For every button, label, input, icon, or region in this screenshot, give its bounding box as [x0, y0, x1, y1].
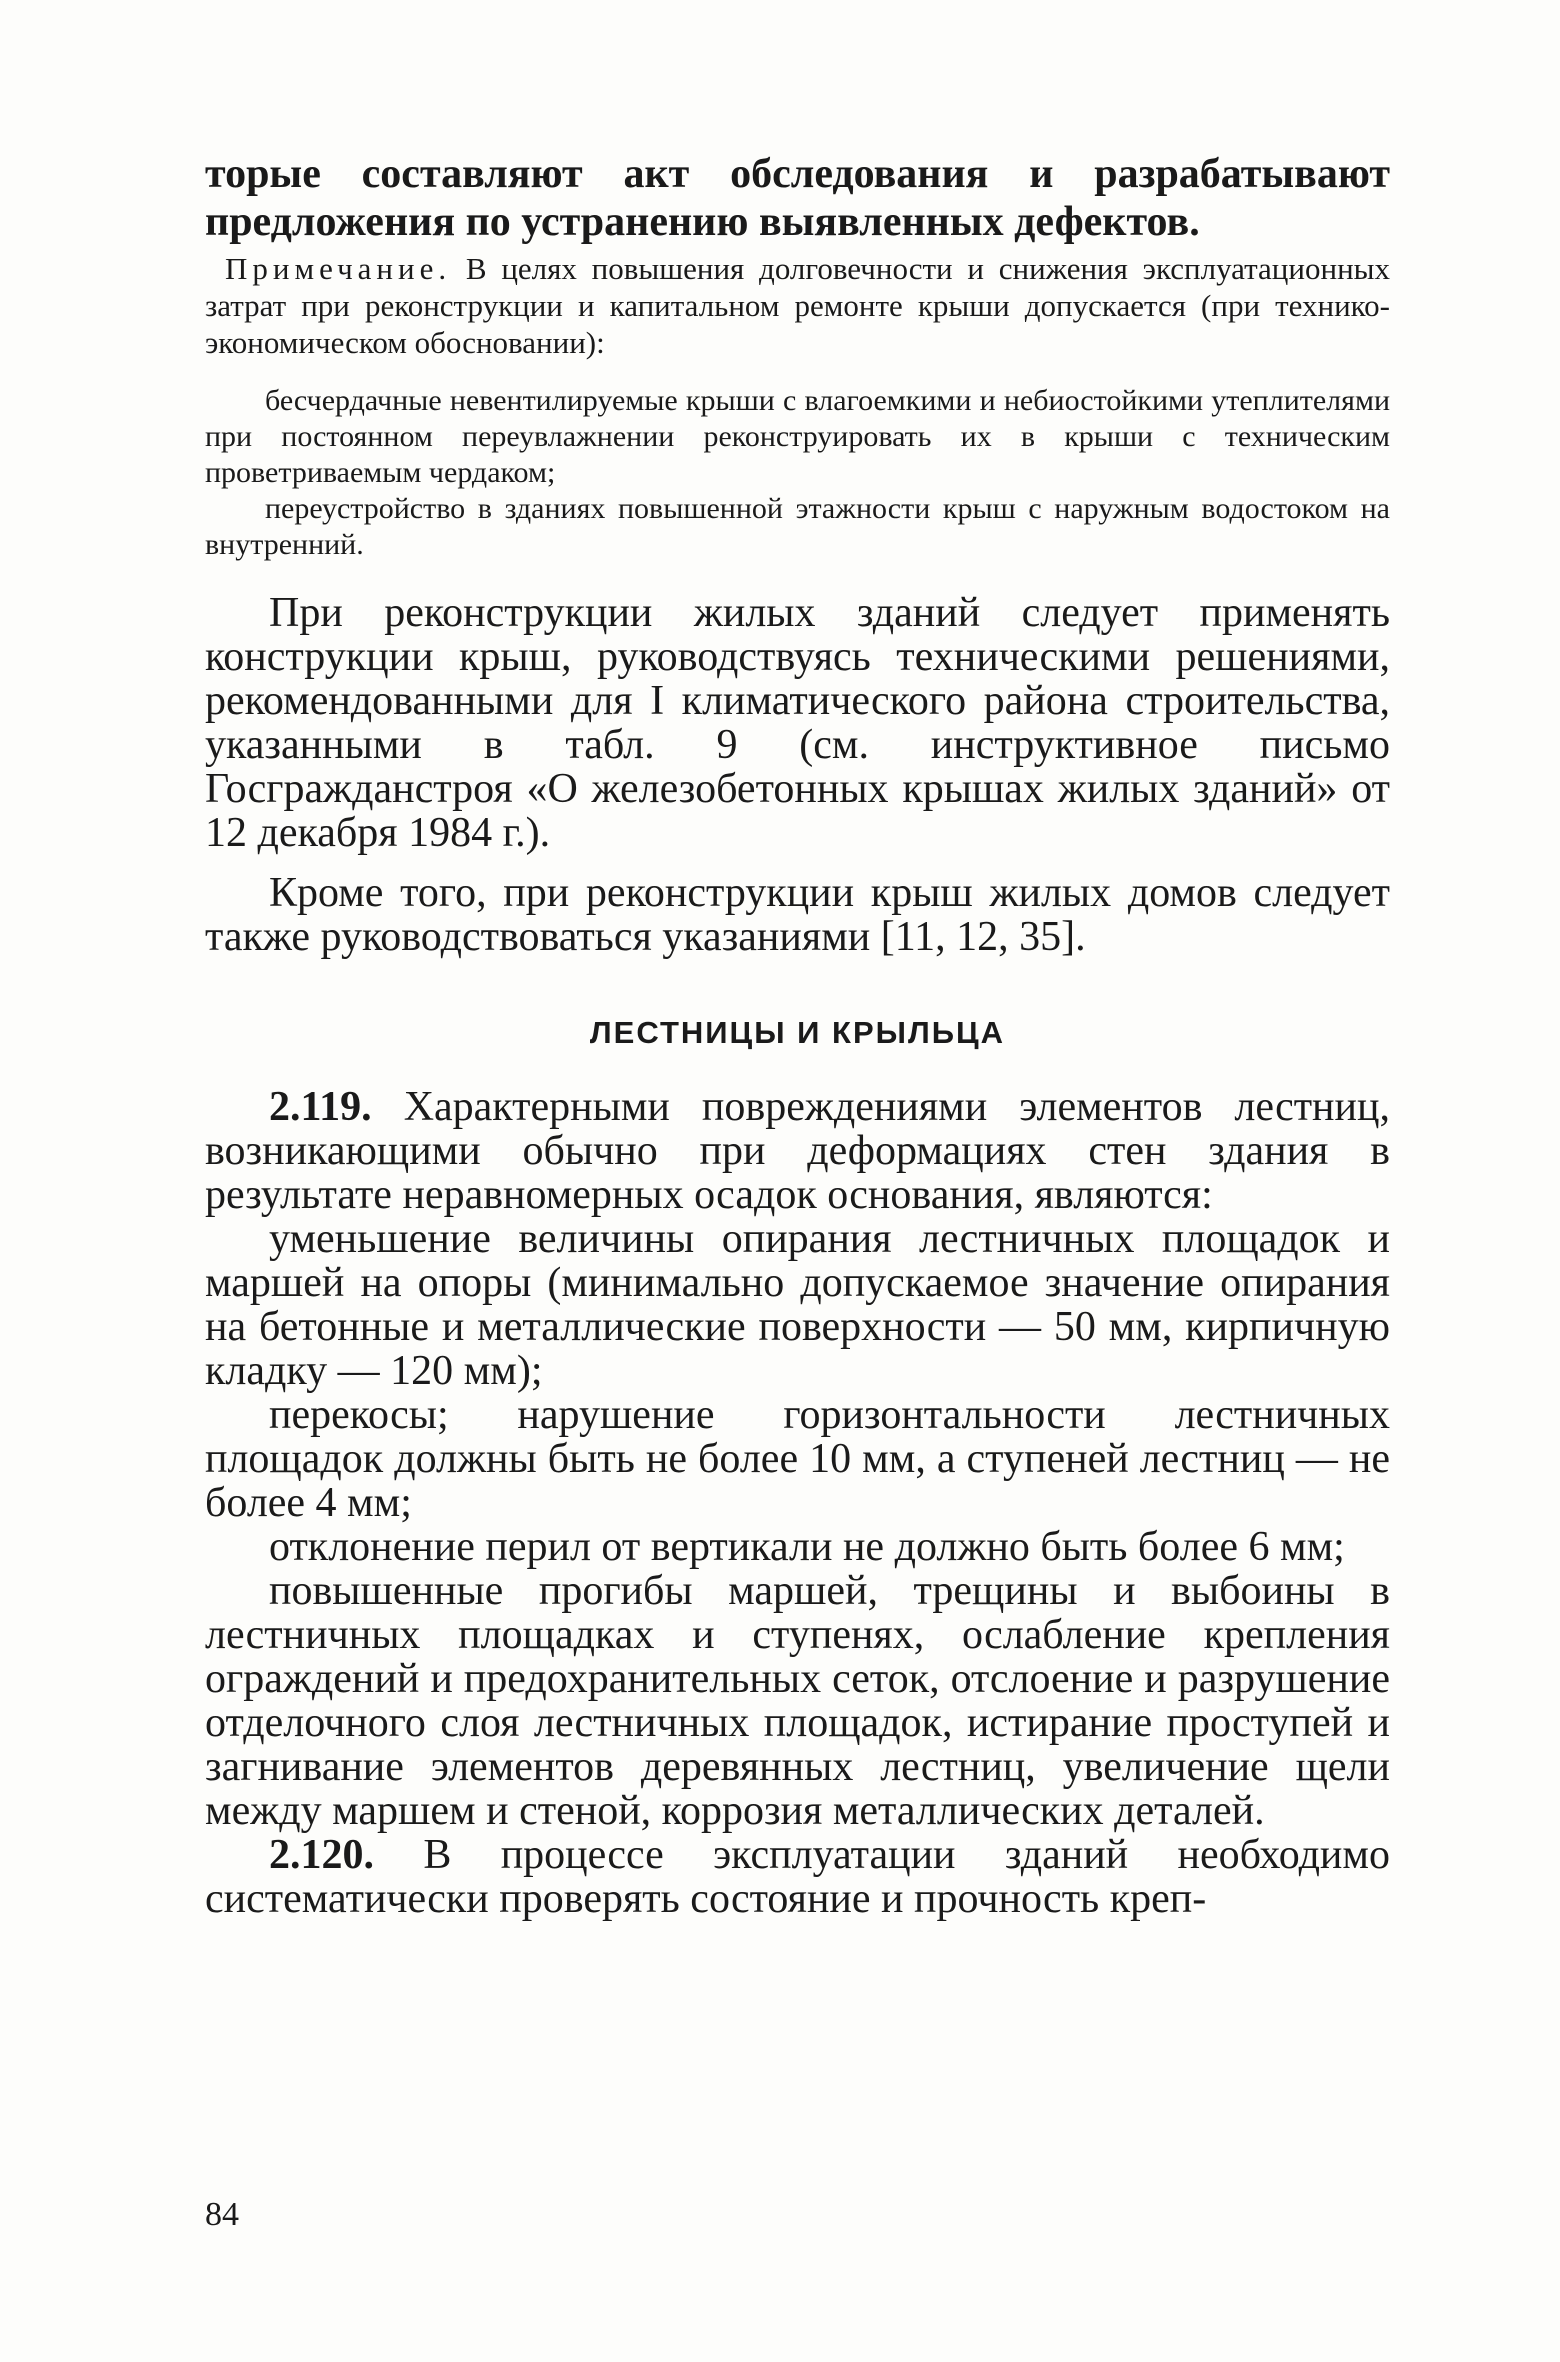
paragraph-2-119 — [205, 1085, 1390, 1217]
page-number: 84 — [205, 2196, 239, 2233]
paragraph-references: Кроме того, при реконструкции крыш жилых домов следует также руководствоваться указаниями [11, 12, 35]. — [205, 870, 1390, 960]
note-label: Примечание. — [225, 251, 452, 286]
clause-text: Характерными повреждениями элементов лестниц, возникающими обычно при деформациях стен здания в результате неравномерных осадок основания, являются: — [205, 1084, 1390, 1218]
note-item: переустройство в зданиях повышенной этажности крыш с наружным водостоком на внутренний. — [205, 492, 1390, 561]
note-item: бесчердачные невентилируемые крыши с влагоемкими и небиостойкими утеплителями при постоянном переувлажнении реконструировать их в крыши с техническим проветриваемым чердаком; — [205, 384, 1390, 489]
paragraph-2-120 — [205, 1833, 1390, 1921]
list-item: перекосы; нарушение горизонтальности лестничных площадок должны быть не более 10 мм, а ступеней лестниц — не более 4 мм; — [205, 1392, 1390, 1526]
clause-number: 2.120. — [269, 1832, 374, 1878]
paragraph-reconstruction: При реконструкции жилых зданий следует применять конструкции крыш, руководствуясь техническими решениями, рекомендованными для I климатического района строительства, указанными в табл. 9 (см. инструктивное письмо Госгражданстроя «О железобетонных крышах жилых зданий» от 12 декабря 1984 г.). — [205, 590, 1390, 856]
note-list — [205, 383, 1390, 563]
clause-text: В процессе эксплуатации зданий необходимо систематически проверять состояние и прочность креп- — [205, 1832, 1390, 1922]
list-item: повышенные прогибы маршей, трещины и выбоины в лестничных площадках и ступенях, ослабление крепления ограждений и предохранительных сеток, отслоение и разрушение отделочного слоя лестничных площадок, истирание проступей и загнивание элементов деревянных лестниц, увеличение щели между маршем и стеной, коррозия металлических деталей. — [205, 1568, 1390, 1834]
page-body — [205, 150, 1390, 1921]
list-item: отклонение перил от вертикали не должно быть более 6 мм; — [269, 1524, 1345, 1570]
clause-number: 2.119. — [269, 1084, 372, 1130]
list-item: уменьшение величины опирания лестничных площадок и маршей на опоры (минимально допускаемое значение опирания на бетонные и металлические поверхности — 50 мм, кирпичную кладку — 120 мм); — [205, 1216, 1390, 1394]
section-heading: ЛЕСТНИЦЫ И КРЫЛЬЦА — [589, 1015, 1006, 1050]
note-text: В целях повышения долговечности и снижения эксплуатационных затрат при реконструкции и капитальном ремонте крыши допускается (при технико-экономическом обосновании): — [205, 251, 1390, 360]
paragraph-continuation: торые составляют акт обследования и разрабатывают предложения по устранению выявленных дефектов. — [205, 151, 1390, 245]
note-paragraph — [205, 250, 1390, 361]
